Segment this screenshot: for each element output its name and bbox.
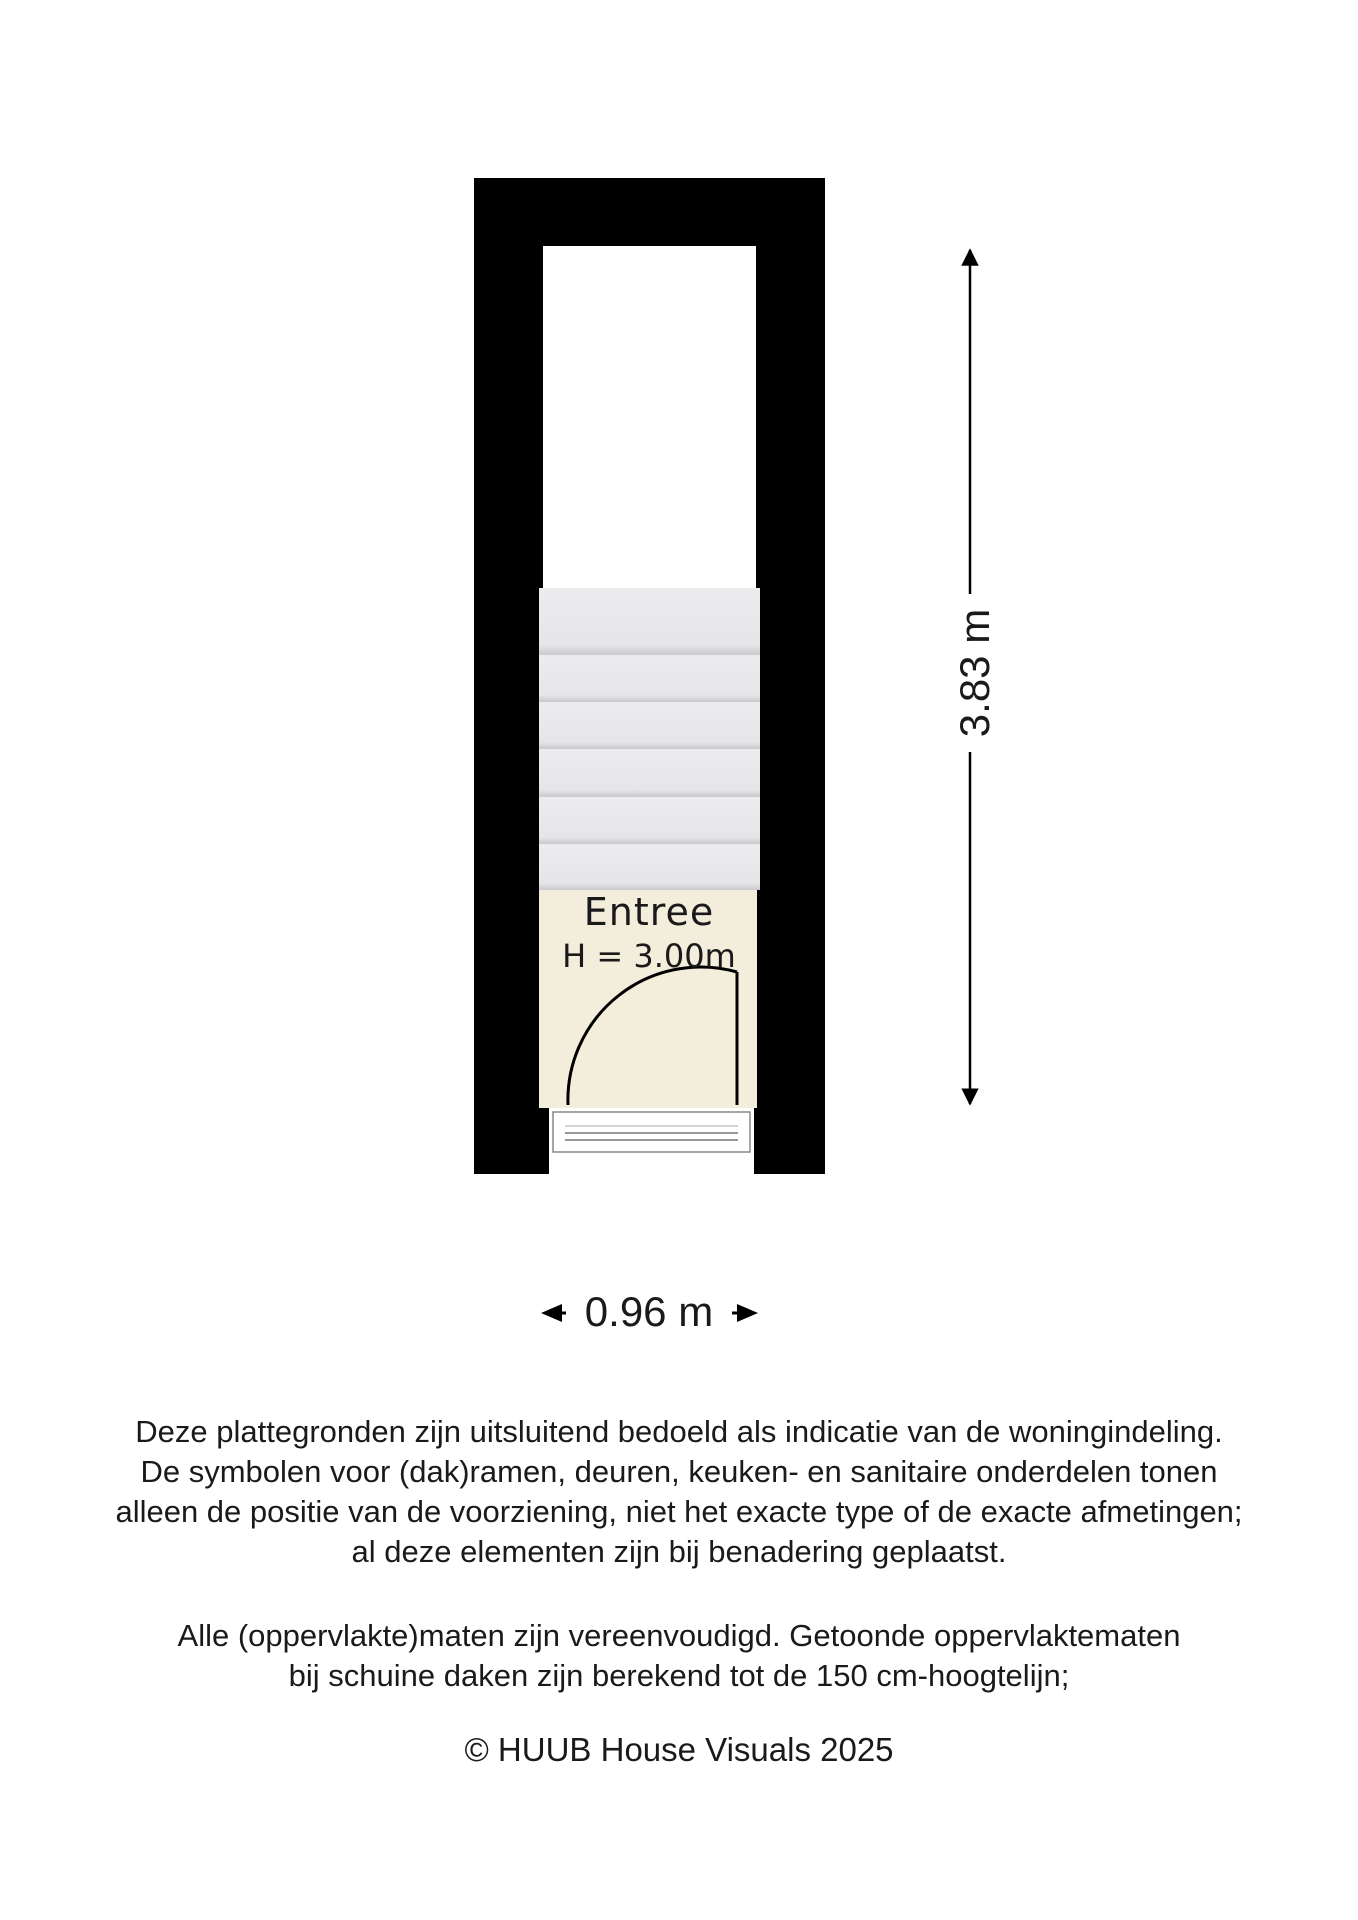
disclaimer-paragraph-2 [0,1616,1358,1696]
height-dimension-label: 3.83 m [951,608,998,738]
disclaimer-line: alleen de positie van de voorziening, niet het exacte type of de exacte afmetingen; [115,1494,1243,1529]
stair-step [539,655,760,702]
stair-step [539,844,760,890]
stair-step [539,749,760,797]
room-height-label: H = 3.00m [562,937,736,975]
disclaimer-line: Deze plattegronden zijn uitsluitend bedoeld als indicatie van de woningindeling. [135,1414,1223,1449]
staircase [539,588,760,890]
disclaimer-line: De symbolen voor (dak)ramen, deuren, keuken- en sanitaire onderdelen tonen [140,1454,1218,1489]
disclaimer-paragraph-1 [0,1412,1358,1572]
disclaimer-line: bij schuine daken zijn berekend tot de 150 cm-hoogtelijn; [288,1658,1070,1693]
copyright-notice: © HUUB House Visuals 2025 [464,1731,894,1768]
stair-step [539,702,760,749]
room-name-label: Entree [583,890,715,934]
stair-step [539,797,760,844]
disclaimer-line: al deze elementen zijn bij benadering geplaatst. [351,1534,1007,1569]
front-door-threshold [549,1108,754,1174]
stair-step [539,588,760,655]
disclaimer-line: Alle (oppervlakte)maten zijn vereenvoudigd. Getoonde oppervlaktematen [177,1618,1181,1653]
width-dimension-label: 0.96 m [584,1288,714,1335]
stairwell-void [543,246,756,588]
